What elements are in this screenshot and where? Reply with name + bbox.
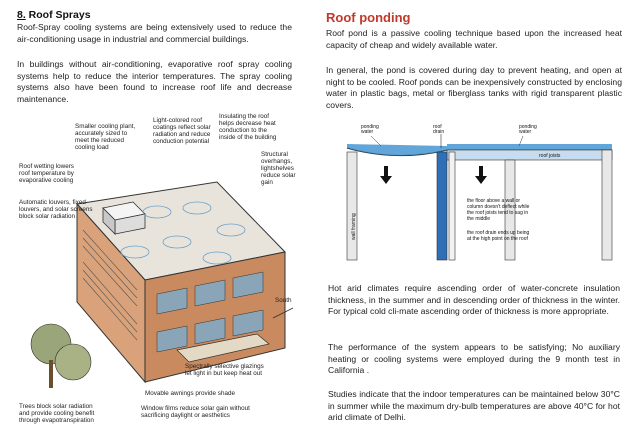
diagram-ponding-left-1: ponding bbox=[361, 124, 379, 130]
diagram-wall-framing: wall framing bbox=[351, 213, 357, 240]
label-structural-3: lightshelves bbox=[261, 165, 294, 172]
label-south: South bbox=[275, 297, 292, 304]
label-structural-5: gain bbox=[261, 179, 273, 186]
label-window-films-1: Window films reduce solar gain without bbox=[141, 405, 250, 412]
label-light-roof-1: Light-colored roof bbox=[153, 117, 203, 124]
label-window-films-2: sacrificing daylight or aesthetics bbox=[141, 412, 230, 419]
roof-sprays-paragraph-1: Roof-Spray cooling systems are being extensively used to reduce the air-conditioning usage in industrial and commercial buildings. bbox=[17, 22, 292, 44]
label-insulating-3: conduction to the bbox=[219, 127, 267, 134]
label-glazing-2: let light in but keep heat out bbox=[185, 370, 263, 377]
diagram-note-1c: the roof joists tend to sag in bbox=[467, 210, 529, 216]
label-awnings: Movable awnings provide shade bbox=[145, 390, 235, 397]
roof-ponding-paragraph-4: The performance of the system appears to be satisfying; No auxiliary heating or cooling systems were employed during the 9 month test in California . bbox=[328, 342, 620, 376]
label-insulating-1: Insulating the roof bbox=[219, 113, 270, 120]
label-cooling-plant-3: meet the reduced bbox=[75, 137, 125, 144]
diagram-ponding-left-2: water bbox=[361, 129, 374, 135]
diagram-note-2a: the roof drain ends up being bbox=[467, 230, 530, 236]
label-roof-wetting-3: evaporative cooling bbox=[19, 177, 74, 184]
roof-ponding-paragraph-2: In general, the pond is covered during day to prevent heating, and open at night to be cooled. Roof ponds can be inexpensively constructed by enclosing water in plastic bags, metal or fiberglass tanks with rigid transparent plastic covers. bbox=[326, 65, 622, 110]
label-structural-2: overhangs, bbox=[261, 158, 293, 165]
label-cooling-plant-1: Smaller cooling plant, bbox=[75, 123, 136, 130]
label-roof-wetting-1: Roof wetting lowers bbox=[19, 163, 74, 170]
label-insulating-4: inside of the building bbox=[219, 134, 277, 141]
label-cooling-plant-2: accurately sized to bbox=[75, 130, 128, 137]
roof-pond-diagram bbox=[327, 122, 622, 262]
label-trees-2: and provide cooling benefit bbox=[19, 410, 95, 417]
roof-ponding-paragraph-5: Studies indicate that the indoor temperatures can be maintained below 30°C in summer while the maximum dry-bulb temperatures are above 40°C for hot arid climate of Delhi. bbox=[328, 389, 620, 423]
diagram-note-2b: at the high point on the roof bbox=[467, 236, 528, 242]
roof-ponding-paragraph-1: Roof pond is a passive cooling technique based upon the increased heat capacity of cheap and widely available water. bbox=[326, 28, 622, 50]
label-structural-1: Structural bbox=[261, 151, 288, 158]
diagram-note-1d: the middle bbox=[467, 216, 491, 222]
diagram-note-1a: the floor above a wall or bbox=[467, 198, 521, 204]
roof-ponding-heading: Roof ponding bbox=[326, 10, 411, 25]
label-trees-1: Trees block solar radiation bbox=[19, 403, 93, 410]
diagram-roof-drain-2: drain bbox=[433, 129, 445, 135]
roof-sprays-paragraph-2: In buildings without air-conditioning, evaporative roof spray cooling systems help to reduce the interior temperatures. The spray cooling systems also have been found to increase roof life and decrease maintenance. bbox=[17, 59, 292, 104]
label-roof-wetting-2: roof temperature by bbox=[19, 170, 74, 177]
label-insulating-2: helps decrease heat bbox=[219, 120, 276, 127]
label-trees-3: through evapotranspiration bbox=[19, 417, 94, 424]
diagram-ponding-right-1: ponding bbox=[519, 124, 537, 130]
label-louvers-3: block solar radiation bbox=[19, 213, 76, 220]
label-louvers-2: louvers, and solar screens bbox=[19, 206, 93, 213]
section-title: Roof Sprays bbox=[25, 9, 91, 21]
label-structural-4: reduce solar bbox=[261, 172, 296, 179]
label-glazing-1: Spectrally selective glazings bbox=[185, 363, 264, 370]
roof-sprays-heading bbox=[17, 9, 91, 21]
label-cooling-plant-4: cooling load bbox=[75, 144, 109, 151]
diagram-roof-drain-1: roof bbox=[433, 124, 442, 130]
label-light-roof-4: conduction potential bbox=[153, 138, 210, 145]
label-louvers-1: Automatic louvers, fixed bbox=[19, 199, 86, 206]
label-light-roof-3: radiation and reduce bbox=[153, 131, 211, 138]
section-number: 8. bbox=[17, 9, 26, 21]
diagram-note-1b: column doesn't deflect while bbox=[467, 204, 530, 210]
label-light-roof-2: coatings reflect solar bbox=[153, 124, 211, 131]
roof-spray-building-illustration bbox=[17, 112, 301, 434]
diagram-roof-joists: roof joists bbox=[539, 153, 561, 159]
diagram-ponding-right-2: water bbox=[519, 129, 532, 135]
roof-ponding-paragraph-3: Hot arid climates require ascending order of water-concrete insulation thickness, in the summer and in descending order of thickness in the winter. For typical cold cli-mate ascending order of thickness is more appropriate. bbox=[328, 283, 620, 317]
